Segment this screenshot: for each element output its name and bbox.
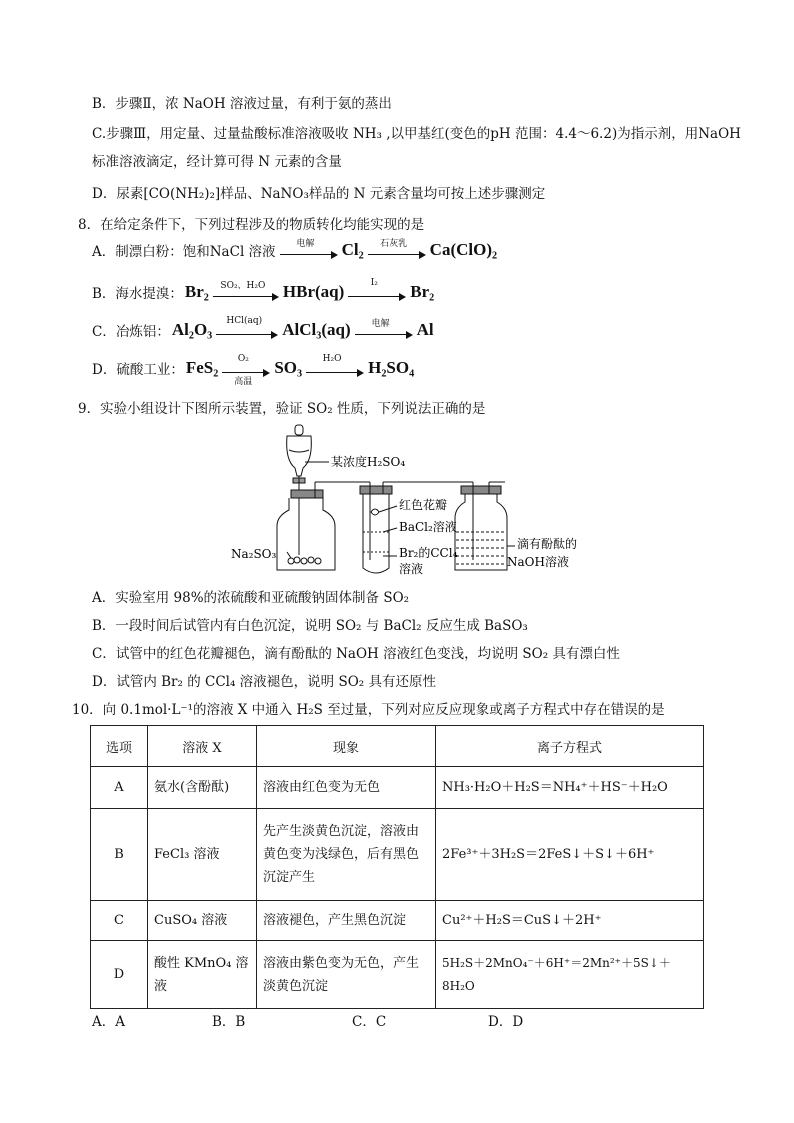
absorption-bottle [455,482,515,570]
row-phenomenon: 溶液褪色，产生黑色沉淀 [257,901,436,941]
q8-option-b [92,280,434,302]
table-row [91,767,704,809]
answer-choice-c[interactable]: C．C [352,1014,387,1030]
q8-b-label: B．海水提溴： [92,286,183,302]
row-phenomenon: 溶液由紫色变为无色，产生淡黄色沉淀 [257,941,436,1009]
row-solution: CuSO₄ 溶液 [148,901,257,941]
q7-option-d: D．尿素[CO(NH₂)₂]样品、NaNO₃样品的 N 元素含量均可按上述步骤测定 [92,186,546,202]
label-naoh-line2: NaOH溶液 [507,555,569,569]
q8-d-label: D．硫酸工业： [92,362,184,378]
q9-option-d: D．试管内 Br₂ 的 CCl₄ 溶液褪色，说明 SO₂ 具有还原性 [92,674,436,690]
label-bacl2: BaCl₂溶液 [399,520,457,534]
apparatus-diagram [225,420,595,580]
q8-a-end: Ca(ClO)₂ [429,240,498,259]
label-red-petal: 红色花瓣 [399,498,448,512]
row-option: C [91,901,148,941]
table-row [91,809,704,901]
q9-option-a: A．实验室用 98%的浓硫酸和亚硫酸钠固体制备 SO₂ [92,590,410,606]
reaction-arrow: O₂ 高温 [222,356,270,378]
row-option: B [91,809,148,901]
q8-c-start: Al₂O₃ [171,320,213,339]
row-equation: 5H₂S＋2MnO₄⁻＋6H⁺＝2Mn²⁺＋5S↓＋8H₂O [436,941,704,1009]
reaction-arrow: I₂ [348,280,406,302]
row-solution: 氨水(含酚酞) [148,767,257,809]
q8-a-mid: Cl₂ [341,240,364,259]
row-solution: FeCl₃ 溶液 [148,809,257,901]
label-sulfuric-acid: 某浓度H₂SO₄ [331,455,406,469]
reaction-arrow: 电解 [355,318,413,340]
q10-answer-choices [92,1010,612,1030]
row-equation: Cu²⁺＋H₂S＝CuS↓＋2H⁺ [436,901,704,941]
answer-choice-a[interactable]: A．A [92,1014,125,1030]
reaction-arrow: 电解 [280,238,338,260]
header-option: 选项 [91,726,148,767]
label-na2so3: Na₂SO₃ [231,547,277,561]
q8-stem: 8．在给定条件下，下列过程涉及的物质转化均能实现的是 [78,217,425,233]
answer-choice-b[interactable]: B．B [212,1014,246,1030]
q8-d-end: H₂SO₄ [368,358,415,377]
q7-option-b: B．步骤Ⅱ，浓 NaOH 溶液过量，有利于氨的蒸出 [92,96,392,112]
table-row [91,901,704,941]
q7-option-c-line1: C.步骤Ⅲ，用定量、过量盐酸标准溶液吸收 NH₃ ,以甲基红(变色的pH 范围：4.4～6.2)为指示剂，用NaOH [92,126,741,142]
q10-stem: 10．向 0.1mol·L⁻¹的溶液 X 中通入 H₂S 至过量，下列对应反应现象或离子方程式中存在错误的是 [72,702,665,718]
table-header-row [91,726,704,767]
q9-stem: 9．实验小组设计下图所示装置，验证 SO₂ 性质，下列说法正确的是 [78,401,486,417]
header-phenomenon: 现象 [257,726,436,767]
row-equation: 2Fe³⁺＋3H₂S＝2FeS↓＋S↓＋6H⁺ [436,809,704,901]
q8-c-mid: AlCl₃(aq) [282,320,351,339]
table-row [91,941,704,1009]
row-equation: NH₃·H₂O＋H₂S＝NH₄⁺＋HS⁻＋H₂O [436,767,704,809]
q8-c-label: C．冶炼铝： [92,324,170,340]
reaction-bottle [277,482,370,570]
row-phenomenon: 先产生淡黄色沉淀，溶液由黄色变为浅绿色，后有黑色沉淀产生 [257,809,436,901]
q8-d-start: FeS₂ [185,358,219,377]
reaction-arrow: HCl(aq) [216,318,278,340]
label-br2-line1: Br₂的CCl₄ [399,546,458,560]
reaction-arrow: SO₂、H₂O [213,280,279,302]
row-option: A [91,767,148,809]
q8-a-label: A．制漂白粉：饱和NaCl 溶液 [92,244,276,260]
row-phenomenon: 溶液由红色变为无色 [257,767,436,809]
reaction-arrow: 石灰乳 [368,238,426,260]
q8-b-start: Br₂ [184,282,209,301]
q8-b-mid: HBr(aq) [282,282,345,301]
q8-option-c [92,318,434,340]
row-option: D [91,941,148,1009]
row-solution: 酸性 KMnO₄ 溶液 [148,941,257,1009]
q10-table [90,725,704,1009]
q8-option-d [92,354,415,387]
header-solution: 溶液 X [148,726,257,767]
q8-c-end: Al [416,320,434,339]
reaction-arrow: H₂O [306,356,364,378]
q8-b-end: Br₂ [410,282,435,301]
header-equation: 离子方程式 [436,726,704,767]
label-br2-line2: 溶液 [399,562,424,576]
q8-option-a [92,238,497,260]
q9-option-b: B．一段时间后试管内有白色沉淀，说明 SO₂ 与 BaCl₂ 反应生成 BaSO₃ [92,618,528,634]
q9-option-c: C．试管中的红色花瓣褪色，滴有酚酞的 NaOH 溶液红色变浅，均说明 SO₂ 具有漂白性 [92,646,620,662]
q7-option-c-line2: 标准溶液滴定，经计算可得 N 元素的含量 [92,154,342,170]
q8-d-mid: SO₃ [274,358,303,377]
answer-choice-d[interactable]: D．D [488,1014,524,1030]
label-naoh-line1: 滴有酚酞的 [517,537,578,551]
